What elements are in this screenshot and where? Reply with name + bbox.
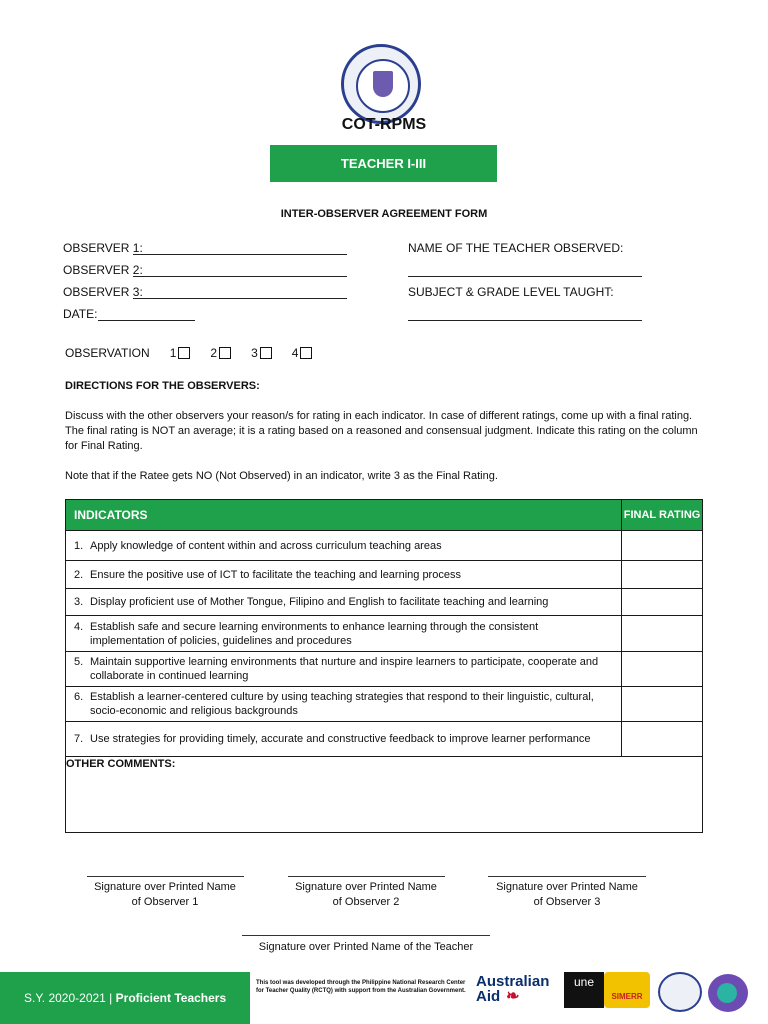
kangaroo-icon: ❧ bbox=[506, 988, 520, 1005]
other-comments-label: OTHER COMMENTS: bbox=[66, 758, 176, 770]
indicator-text-continued: collaborate in continued learning bbox=[90, 670, 249, 682]
table-row bbox=[66, 531, 703, 561]
indicator-cell bbox=[66, 561, 622, 589]
indicator-cell bbox=[66, 687, 622, 722]
table-row bbox=[66, 722, 703, 757]
indicator-text-continued: implementation of policies, guidelines and procedures bbox=[90, 634, 352, 647]
school-year-text: S.Y. 2020-2021 | bbox=[24, 991, 113, 1005]
audience-text: Proficient Teachers bbox=[115, 991, 227, 1005]
table-row bbox=[66, 589, 703, 616]
indicator-text-continued: socio-economic and religious backgrounds bbox=[90, 705, 298, 717]
indicator-cell bbox=[66, 531, 622, 561]
directions-note: Note that if the Ratee gets NO (Not Observed) in an indicator, write 3 as the Final Rating. bbox=[65, 470, 498, 482]
indicator-text: Maintain supportive learning environments that nurture and inspire learners to participate, cooperate and bbox=[90, 656, 599, 668]
indicator-text: Establish a learner-centered culture by using teaching strategies that respond to their linguistic, cultural, bbox=[90, 691, 594, 703]
rctq-logo bbox=[708, 974, 748, 1012]
table-row bbox=[66, 652, 703, 687]
observation-option-1[interactable] bbox=[170, 346, 191, 360]
page-title: COT-RPMS bbox=[341, 116, 427, 133]
university-seal-logo bbox=[658, 972, 702, 1012]
seal-inner-ring bbox=[356, 59, 410, 113]
observation-option-2[interactable] bbox=[210, 346, 231, 360]
final-rating-cell[interactable] bbox=[622, 589, 703, 616]
final-rating-cell[interactable] bbox=[622, 722, 703, 757]
observer1-field[interactable] bbox=[133, 254, 347, 255]
table-row bbox=[66, 687, 703, 722]
option-number: 2 bbox=[210, 346, 218, 360]
checkbox[interactable] bbox=[300, 347, 312, 359]
final-rating-cell[interactable] bbox=[622, 616, 703, 652]
indicator-cell bbox=[66, 589, 622, 616]
form-title: INTER-OBSERVER AGREEMENT FORM bbox=[280, 208, 488, 220]
observer3-signature-line[interactable] bbox=[488, 876, 646, 877]
observer2-label: OBSERVER 2: bbox=[63, 263, 143, 277]
indicator-text: Display proficient use of Mother Tongue, Filipino and English to facilitate teaching and learning bbox=[90, 596, 549, 608]
teacher-observed-field[interactable] bbox=[408, 276, 642, 277]
subject-grade-label: SUBJECT & GRADE LEVEL TAUGHT: bbox=[408, 285, 614, 299]
simerr-logo: SIMERR bbox=[604, 972, 650, 1008]
indicator-cell bbox=[66, 652, 622, 687]
signature-caption-line: Signature over Printed Name bbox=[496, 881, 638, 893]
final-rating-cell[interactable] bbox=[622, 531, 703, 561]
indicator-number: 6. bbox=[74, 691, 84, 703]
date-label: DATE: bbox=[63, 307, 98, 321]
indicator-number: 3. bbox=[74, 596, 84, 608]
observation-label: OBSERVATION bbox=[65, 346, 150, 360]
observer2-signature-line[interactable] bbox=[288, 876, 445, 877]
indicators-header: INDICATORS bbox=[66, 500, 622, 531]
teacher-signature-line[interactable] bbox=[242, 935, 490, 936]
australian-aid-logo bbox=[476, 974, 554, 1004]
indicator-text: Use strategies for providing timely, accurate and constructive feedback to improve learner performance bbox=[90, 733, 591, 745]
table-header-row bbox=[66, 500, 703, 531]
observer3-field[interactable] bbox=[133, 298, 347, 299]
table-row bbox=[66, 616, 703, 652]
rctq-logo-inner bbox=[717, 983, 737, 1003]
checkbox[interactable] bbox=[178, 347, 190, 359]
aus-aid-line: Australian bbox=[476, 973, 550, 990]
footer-school-year bbox=[0, 972, 250, 1024]
observer2-signature-caption bbox=[276, 880, 456, 910]
observer3-label: OBSERVER 3: bbox=[63, 285, 143, 299]
observer1-label: OBSERVER 1: bbox=[63, 241, 143, 255]
table-row bbox=[66, 561, 703, 589]
observer2-field[interactable] bbox=[133, 276, 347, 277]
checkbox[interactable] bbox=[260, 347, 272, 359]
teacher-level-banner: TEACHER I-III bbox=[270, 145, 497, 182]
indicator-cell bbox=[66, 722, 622, 757]
signature-caption-line: of Observer 3 bbox=[533, 896, 601, 908]
une-logo: une bbox=[564, 972, 604, 1008]
directions-paragraph: Discuss with the other observers your reason/s for rating in each indicator. In case of different ratings, come up with a final rating. The final rating is NOT an average; it is a rating based on a reasoned and consensual judgment. Indicate this rating on the column for Final Rating. bbox=[65, 410, 698, 452]
date-field[interactable] bbox=[98, 320, 195, 321]
observer1-signature-line[interactable] bbox=[87, 876, 244, 877]
indicator-number: 7. bbox=[74, 733, 84, 745]
indicator-text: Apply knowledge of content within and across curriculum teaching areas bbox=[90, 539, 442, 552]
final-rating-cell[interactable] bbox=[622, 687, 703, 722]
option-number: 4 bbox=[291, 346, 299, 360]
indicator-number: 5. bbox=[74, 656, 84, 668]
final-rating-header: FINAL RATING bbox=[622, 500, 703, 531]
observation-option-4[interactable] bbox=[292, 346, 313, 360]
other-comments-box[interactable] bbox=[65, 756, 703, 833]
observer1-signature-caption bbox=[75, 880, 255, 910]
seal-shield-icon bbox=[373, 71, 393, 97]
indicator-number: 1. bbox=[74, 539, 84, 552]
indicator-text: Establish safe and secure learning environments to enhance learning through the consistent bbox=[90, 620, 539, 633]
indicator-cell bbox=[66, 616, 622, 652]
indicators-table bbox=[65, 499, 703, 757]
indicator-text: Ensure the positive use of ICT to facilitate the teaching and learning process bbox=[90, 568, 461, 581]
final-rating-cell[interactable] bbox=[622, 561, 703, 589]
indicator-number: 4. bbox=[74, 620, 84, 633]
teacher-observed-label: NAME OF THE TEACHER OBSERVED: bbox=[408, 241, 624, 255]
signature-caption-line: Signature over Printed Name bbox=[94, 881, 236, 893]
footer-note: This tool was developed through the Philippine National Research Center for Teacher Quality (RCTQ) with support from the Australian Government. bbox=[256, 980, 466, 994]
subject-grade-field[interactable] bbox=[408, 320, 642, 321]
deped-seal-logo bbox=[341, 44, 421, 124]
checkbox[interactable] bbox=[219, 347, 231, 359]
indicator-number: 2. bbox=[74, 568, 84, 581]
option-number: 3 bbox=[251, 346, 258, 360]
signature-caption-line: of Observer 2 bbox=[332, 896, 400, 908]
teacher-signature-caption: Signature over Printed Name of the Teacher bbox=[258, 941, 474, 953]
observation-option-3[interactable] bbox=[251, 346, 272, 360]
signature-caption-line: of Observer 1 bbox=[131, 896, 199, 908]
aus-aid-line: Aid bbox=[476, 988, 501, 1005]
final-rating-cell[interactable] bbox=[622, 652, 703, 687]
directions-title: DIRECTIONS FOR THE OBSERVERS: bbox=[65, 380, 260, 392]
observer3-signature-caption bbox=[477, 880, 657, 910]
observation-row bbox=[65, 346, 312, 360]
option-number: 1 bbox=[169, 346, 177, 360]
signature-caption-line: Signature over Printed Name bbox=[295, 881, 437, 893]
